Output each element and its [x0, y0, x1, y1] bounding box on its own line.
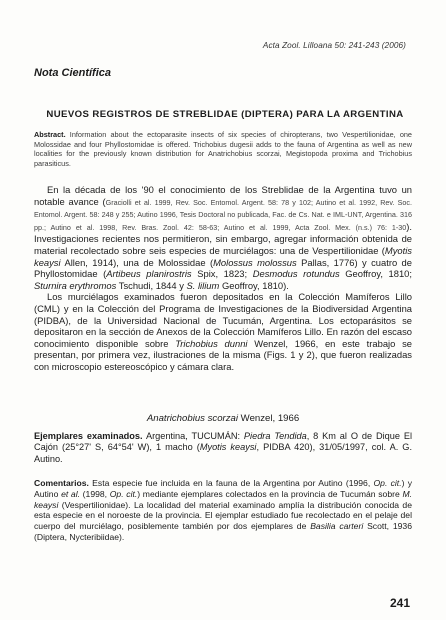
text-run: ) y Autino [34, 478, 412, 499]
taxon-name: Basilia carteri [310, 521, 364, 532]
text-run: Argentina, TUCUMÁN: [142, 431, 244, 441]
text-run: ). Investigaciones recientes nos permitieron, sin embargo, agregar información obtenida de material recolectado sobre seis especies de murciélagos: una de Vespertilionidae ( [34, 220, 412, 256]
species-name: Anatrichobius scorzai [146, 413, 239, 424]
article-title: NUEVOS REGISTROS DE STREBLIDAE (DIPTERA) PARA LA ARGENTINA [46, 109, 404, 120]
taxon-name: Trichobius dunni [175, 337, 248, 349]
taxon-name: Desmodus rotundus [252, 268, 340, 280]
abstract-label: Abstract. [34, 130, 66, 139]
taxon-name: Myotis keaysi [199, 442, 257, 453]
text-run: , PIDBA 420), 31/05/1997, col. A. G. Autino. [34, 442, 412, 464]
text-run: (1998, [80, 488, 110, 499]
abstract-text: Information about the ectoparasite insects of six species of chiropterans, two Vespertilionidae, one Molossidae and four Phyllostomidae is offered. Trichobius dugesii adds to the fauna of Argentina as well as new localities for the previously known distribution for Anatrichobius scorzai, Megistopoda proxima and Trichobius parasiticus. [34, 130, 412, 168]
comments-label: Comentarios. [34, 478, 89, 488]
taxon-name: Molossus molossus [213, 256, 297, 268]
text-run: En la década de los '90 el conocimiento de los Streblidae de la Argentina tuvo un notable avance ( [34, 184, 412, 207]
comments [34, 478, 412, 543]
citation: Graciolli et al. 1999, Rev. Soc. Entomol. Argent. 58: 78 y 102; Autino et al. 1992, Rev. Soc. Entomol. Argent. 58: 248 y 255; Autino 1996, Tesis Doctoral no publicada, Fac. de Cs. Nat. e IML-UNT, Argentina. 316 pp.; Autino et al. 1998, Rev. Bras. Zool. 42: 58-63; Autino et al. 1999, Acta Zool. Mex. (n.s.) 76: 1-30 [34, 197, 412, 232]
species-heading [34, 413, 412, 424]
species-author: Wenzel, 1966 [238, 413, 300, 424]
taxon-name: S. lilium [186, 279, 220, 291]
section-label: Nota Científica [34, 67, 112, 79]
text-run: Wenzel, 1966, en este trabajo se presentan, por primera vez, ilustraciones de la misma (Figs. 1 y 2), que fueron realizadas con microscopio estereoscópico y cámara clara. [34, 337, 413, 372]
text-run: Esta especie fue incluida en la fauna de la Argentina por Autino (1996, [88, 478, 374, 488]
taxon-name: Sturnira erythromos [34, 279, 117, 291]
examined-label: Ejemplares examinados. [34, 431, 143, 441]
locality: Piedra Tendida [243, 431, 307, 441]
examined-material [34, 431, 412, 465]
abstract [34, 130, 412, 168]
taxon-name: Artibeus planirostris [106, 268, 192, 280]
text-run: Geoffroy, 1810). [219, 279, 289, 291]
text-run: Op. cit. [109, 488, 138, 499]
body-paragraph-2 [34, 291, 412, 372]
text-run: et al. [61, 488, 80, 499]
body-text [34, 184, 412, 373]
text-run: Spix, 1823; [191, 268, 253, 280]
taxon-name: M. keaysi [34, 488, 412, 510]
text-run: Los murciélagos examinados fueron depositados en la Colección Mamíferos Lillo (CML) y en la Colección del Programa de Investigaciones de la Biodiversidad Argentina (PIDBA), de la Universidad Nacional de Tucumán, Argentina. Los ectoparásitos se depositaron en la sección de Anexos de la Colección Mamíferos Lillo. En razón del escaso conocimiento disponible sobre [34, 291, 412, 349]
taxon-name: Myotis keaysi [34, 244, 412, 268]
text-run: Tschudi, 1844 y [116, 279, 187, 291]
text-run: Pallas, 1776) y cuatro de Phyllostomidae ( [34, 256, 412, 280]
text-run: (Vespertilionidae). La localidad del material examinado amplía la distribución conocida de esta especie en el noroeste de la provincia. El ejemplar estudiado fue recolectado en el pelaje del cuerpo del murciélago, posiblemente también por dos ejemplares de [34, 499, 412, 532]
text-run: Scott, 1936 (Diptera, Nycteribiidae). [34, 521, 412, 542]
running-head: Acta Zool. Lilloana 50: 241-243 (2006) [262, 41, 406, 50]
text-run: Op. cit. [373, 478, 402, 488]
text-run: Geoffroy, 1810; [339, 268, 412, 280]
text-run: , 8 Km al O de Dique El Cajón (25°27' S, 64°54' W), 1 macho ( [34, 431, 412, 453]
text-run: Allen, 1914), una de Molossidae ( [60, 256, 214, 268]
body-paragraph-1 [34, 184, 412, 291]
text-run: ) mediante ejemplares colectados en la provincia de Tucumán sobre [137, 488, 403, 499]
page-number: 241 [389, 596, 410, 610]
